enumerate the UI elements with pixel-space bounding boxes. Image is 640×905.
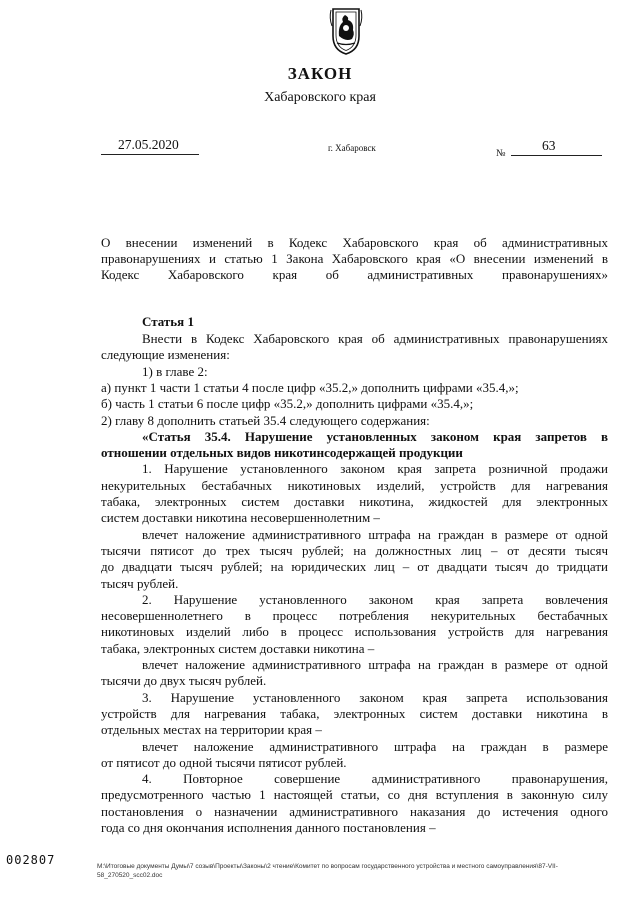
body-text-line: 2. Нарушение установленного законом края запрета вовлечения xyxy=(142,592,608,607)
body-text-line: следующие изменения: xyxy=(101,347,230,362)
body-text-line: «Статья 35.4. Нарушение установленных законом края запретов в xyxy=(142,429,608,444)
body-text-line: б) часть 1 статьи 6 после цифр «35.2,» дополнить цифрами «35.4,»; xyxy=(101,396,474,411)
body-text-line: устройств для нагревания табака, электронных систем доставки никотина в xyxy=(101,706,608,721)
document-subtitle: Хабаровского края xyxy=(264,90,376,105)
file-path-footer xyxy=(97,862,612,880)
body-text-line: до двадцати тысяч рублей; на юридических лиц – от двадцати тысяч до тридцати xyxy=(101,559,608,574)
body-text-line: тысячи до двух тысяч рублей. xyxy=(101,673,267,688)
body-text-line: некурительных бестабачных никотиновых изделий, устройств для нагревания xyxy=(101,478,608,493)
body-text-line: табака, электронных систем доставки никотина, жидкостей для электронных xyxy=(101,494,608,509)
body-text-line: 3. Нарушение установленного законом края запрета использования xyxy=(142,690,608,705)
body-text-line: отношении отдельных видов никотинсодержащей продукции xyxy=(101,445,463,460)
body-text-line: от пятисот до одной тысячи пятисот рублей. xyxy=(101,755,347,770)
law-title-line: правонарушениях и статью 1 Закона Хабаровского края «О внесении изменений в xyxy=(101,251,608,266)
body-text-line: 1. Нарушение установленного законом края запрета розничной продажи xyxy=(142,461,608,476)
document-number: 63 xyxy=(542,138,556,153)
body-text-line: влечет наложение административного штрафа на граждан в размере xyxy=(142,739,608,754)
body-text-line: предусмотренного частью 1 настоящей статьи, со дня вступления в законную силу xyxy=(101,787,608,802)
number-underline xyxy=(511,155,602,156)
body-text-line: несовершеннолетнего в процесс потребления некурительных бестабачных xyxy=(101,608,608,623)
body-text-line: Внести в Кодекс Хабаровского края об административных правонарушениях xyxy=(142,331,608,346)
document-date: 27.05.2020 xyxy=(118,137,179,152)
law-title-block xyxy=(101,235,608,283)
body-text-line: тысяч рублей. xyxy=(101,576,179,591)
body-text-line: влечет наложение административного штрафа на граждан в размере от одной xyxy=(142,657,608,672)
law-title-line: Кодекс Хабаровского края об административных правонарушениях» xyxy=(101,267,608,282)
body-text-line: тысячи пятисот до трех тысяч рублей; на должностных лиц – от десяти тысяч xyxy=(101,543,608,558)
body-text-line: а) пункт 1 части 1 статьи 4 после цифр «35.2,» дополнить цифрами «35.4,»; xyxy=(101,380,519,395)
body-text-line: влечет наложение административного штрафа на граждан в размере от одной xyxy=(142,527,608,542)
coat-of-arms-emblem xyxy=(327,6,365,56)
document-city: г. Хабаровск xyxy=(328,143,376,153)
body-text-line: табака, электронных систем доставки никотина – xyxy=(101,641,375,656)
number-sign: № xyxy=(496,148,506,159)
body-text-line: никотиновых изделий либо в процесс использования устройств для нагревания xyxy=(101,624,608,639)
body-text-line: 2) главу 8 дополнить статьей 35.4 следующего содержания: xyxy=(101,413,430,428)
body-text-line: систем доставки никотина несовершеннолетним – xyxy=(101,510,380,525)
document-title: ЗАКОН xyxy=(287,64,353,83)
file-path-line: 58_270520_scc02.doc xyxy=(97,872,163,879)
body-text-line: 4. Повторное совершение административного правонарушения, xyxy=(142,771,608,786)
body-text-line: отдельных местах на территории края – xyxy=(101,722,322,737)
date-underline xyxy=(101,154,199,155)
file-path-line: M:\Итоговые документы Думы\7 созыв\Проекты\Законы\2 чтение\Комитет по вопросам государственного устройства и местного самоуправления\87-VII- xyxy=(97,863,558,870)
body-text-line: 1) в главе 2: xyxy=(142,364,208,379)
document-serial: 002807 xyxy=(6,853,56,867)
law-title-line: О внесении изменений в Кодекс Хабаровского края об административных xyxy=(101,235,608,250)
body-text-line: постановления о назначении административного наказания до истечения одного xyxy=(101,804,608,819)
article-heading: Статья 1 xyxy=(142,314,194,329)
body-text-line: года со дня окончания исполнения данного постановления – xyxy=(101,820,436,835)
